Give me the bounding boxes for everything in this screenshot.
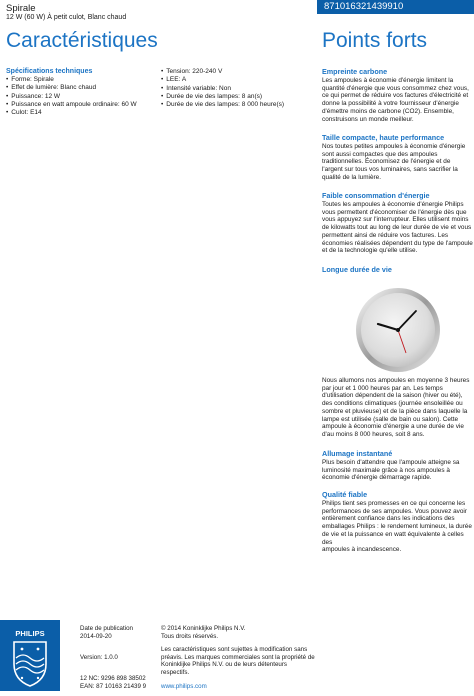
clock-icon (322, 287, 474, 373)
legal-notice (161, 646, 315, 676)
spec-item: • Effet de lumière: Blanc chaud (6, 84, 137, 92)
clock-illustration (322, 287, 474, 373)
publication-label: Date de publication (80, 625, 133, 632)
feature-line: ce qui permet de réduire vos factures d'électricité et (322, 92, 469, 100)
feature-title-compact: Taille compacte, haute performance (322, 133, 445, 142)
feature-line: emballages Philips : le rendement lumineux, la durée (322, 523, 472, 531)
feature-line: performances de ses ampoules. Vous pouvez avoir (322, 507, 467, 515)
spec-item: • Durée de vie des lampes: 8 000 heure(s) (161, 101, 284, 109)
feature-line: par jour et 1 000 heures par an. Les temps (322, 384, 443, 392)
spec-item: • Forme: Spirale (6, 76, 137, 84)
product-name: Spirale (6, 3, 36, 14)
feature-line: de kilowatts tout au long de leur durée de vie et vous (322, 224, 472, 232)
product-subtitle: 12 W (60 W) À petit culot, Blanc chaud (6, 14, 127, 21)
notice-line: préavis. Les marques commerciales sont la propriété de (161, 653, 315, 661)
feature-title-longlife: Longue durée de vie (322, 265, 392, 274)
feature-line: de vie et la puissance en watt équivalente à celles des (322, 530, 464, 546)
feature-line: Les ampoules à économie d'énergie limitent la (322, 77, 454, 84)
feature-line: Nos toutes petites ampoules à économie d'énergie (322, 143, 466, 150)
feature-body-quality (322, 500, 474, 554)
feature-line: Plus besoin d'attendre que l'ampoule atteigne sa (322, 459, 460, 466)
characteristics-heading: Caractéristiques (6, 29, 158, 52)
feature-line: Nous allumons nos ampoules en moyenne 3 heures (322, 377, 470, 384)
feature-line: entièrement confiance dans les indications des (322, 515, 455, 523)
specs-list-1 (6, 76, 137, 117)
ean-code: EAN: 87 10163 21439 9 (80, 683, 147, 690)
feature-line: vous permettent d'économiser de l'énergie dès que (322, 208, 467, 216)
feature-body-instant (322, 459, 474, 482)
feature-body-compact (322, 143, 474, 182)
version: Version: 1.0.0 (80, 654, 118, 661)
nc-code: 12 NC: 9296 898 38502 (80, 675, 146, 682)
feature-line: ampoules à incandescence. (322, 546, 402, 554)
feature-line: ampoule à économie d'énergie a une durée de vie (322, 423, 464, 431)
philips-shield-icon (0, 620, 60, 691)
feature-line: lampe est utilisée (salle de bain ou salon). Cette (322, 415, 459, 423)
specs-title: Spécifications techniques (6, 68, 93, 75)
spec-item: • Puissance: 12 W (6, 93, 137, 101)
feature-line: qualité de la lumière. (322, 173, 381, 181)
feature-line: d'utilisation dépendent de la saison (hiver ou été), (322, 392, 463, 400)
feature-line: traditionnelles. Économisez de l'énergie et de (322, 158, 451, 166)
spec-item: • Intensité variable: Non (161, 85, 284, 93)
product-code: 8710163214399​10 (324, 1, 404, 12)
feature-line: permettent ainsi de réduire vos factures. Les (322, 231, 449, 239)
notice-line: Koninklijke Philips N.V. ou de leurs détenteurs (161, 661, 287, 669)
feature-line: quantité d'énergie que vous consommez chez vous, (322, 84, 469, 92)
spec-item: • Culot: E14 (6, 109, 137, 117)
feature-body-carbon (322, 77, 474, 123)
feature-line: Toutes les ampoules à économie d'énergie Philips (322, 201, 464, 208)
copyright: © 2014 Koninklijke Philips N.V. (161, 625, 246, 632)
feature-line: économies réalisées dépendent du type de l'ampoule (322, 239, 473, 247)
feature-line: sont aussi compactes que des ampoules (322, 150, 438, 158)
rights: Tous droits réservés. (161, 633, 219, 640)
feature-line: vous appuyez sur l'interrupteur. Elles utilisent moins (322, 216, 469, 224)
feature-line: Philips tient ses promesses en ce qui concerne les (322, 500, 466, 507)
spec-item: • LEE: A (161, 76, 284, 84)
notice-line: Les caractéristiques sont sujettes à modification sans (161, 646, 308, 653)
feature-title-quality: Qualité fiable (322, 490, 368, 499)
notice-line: respectifs. (161, 668, 190, 676)
feature-line: et de la technologie qu'elle utilise. (322, 247, 418, 255)
feature-title-carbon: Empreinte carbone (322, 67, 388, 76)
feature-line: donne la possibilité à votre fournisseur d'énergie (322, 100, 459, 108)
spec-item: • Durée de vie des lampes: 8 an(s) (161, 93, 284, 101)
spec-item: • Tension: 220-240 V (161, 68, 284, 76)
feature-line: l'argent sur tous vos luminaires, sans sacrifier la (322, 166, 458, 174)
feature-title-instant: Allumage instantané (322, 449, 393, 458)
feature-line: des conditions climatiques (journée ensoleillée ou (322, 400, 463, 408)
publication-date: 2014-09-20 (80, 633, 112, 640)
feature-body-consumption (322, 201, 474, 255)
philips-logo (0, 620, 60, 691)
logo-text: PHILIPS (15, 629, 45, 638)
feature-body-longlife (322, 377, 474, 439)
spec-item: • Puissance en watt ampoule ordinaire: 60 W (6, 101, 137, 109)
feature-title-consumption: Faible consommation d'énergie (322, 191, 430, 200)
feature-line: luminosité maximale grâce à nos ampoules à (322, 466, 450, 474)
feature-line: économie d'énergie démarrage rapide. (322, 474, 432, 482)
specs-list-2 (161, 68, 284, 109)
highlights-heading: Points forts (322, 29, 428, 52)
website-link[interactable]: www.philips.com (161, 683, 207, 690)
feature-line: d'émettre moins de carbone (CO2). Ensemble, (322, 107, 454, 115)
feature-line: d'au moins 8 000 heures, soit 8 ans. (322, 430, 425, 438)
feature-line: sombre et pluvieuse) et de la pièce dans laquelle la (322, 407, 468, 415)
feature-line: construisons un monde meilleur. (322, 115, 414, 123)
